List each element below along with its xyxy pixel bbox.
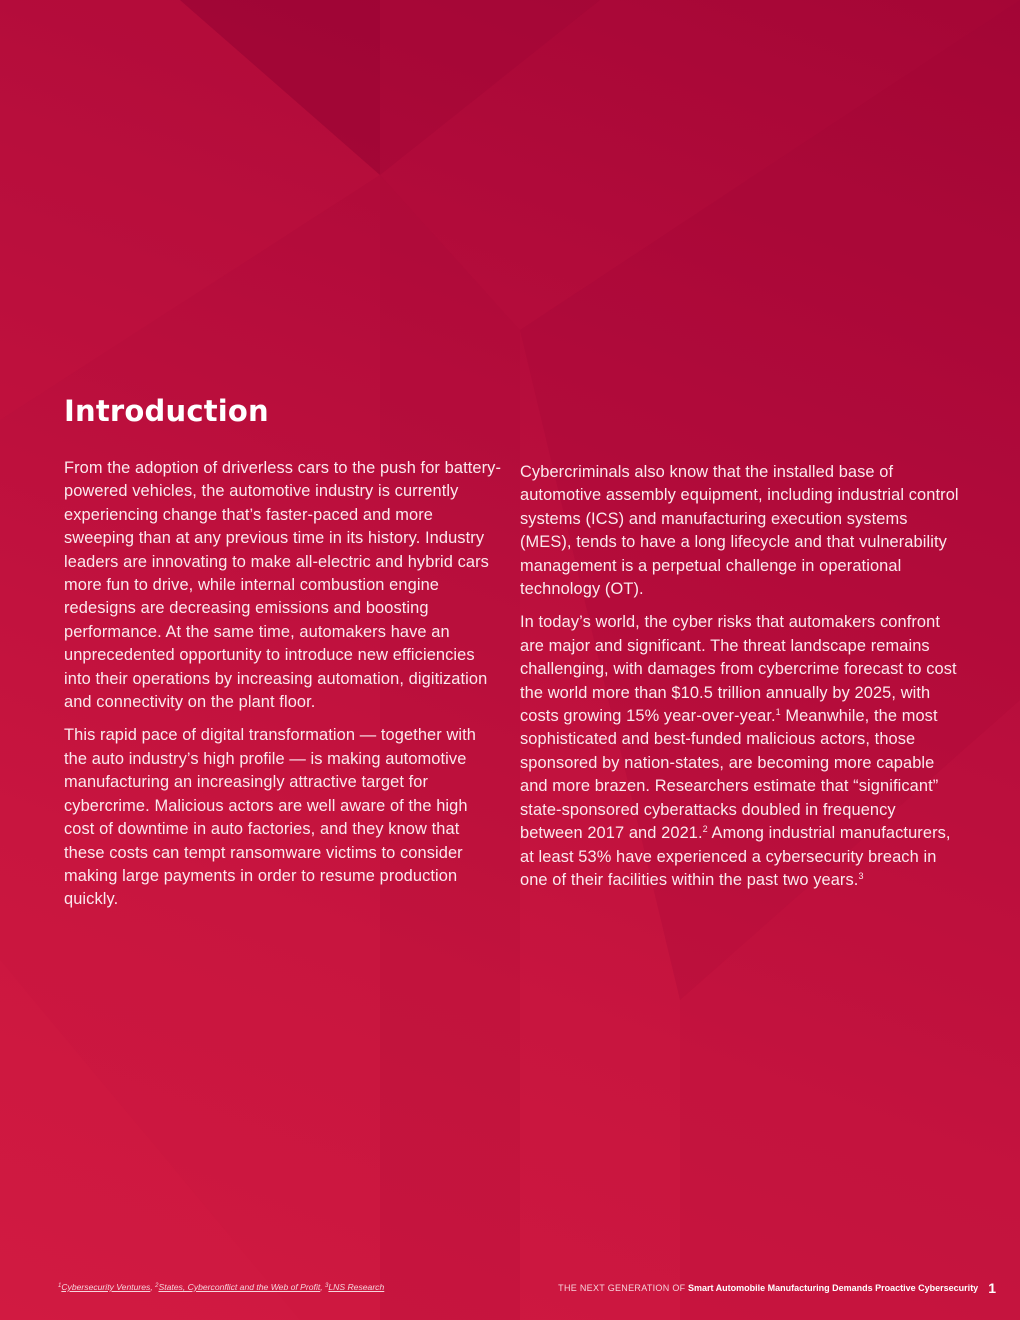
footnote-number: 1 <box>58 1283 62 1289</box>
footer-text <box>558 1283 978 1293</box>
paragraph-text: Meanwhile, the most sophisticated and best-funded malicious actors, those sponsored by nation-states, are becoming more capable and more brazen. Researchers estimate that “significant” state-sponsored cyberattacks doubled in frequency between 2017 and 2021. <box>520 707 939 843</box>
footnote-link[interactable]: States, Cyberconflict and the Web of Profit <box>158 1282 321 1292</box>
page-title: Introduction <box>64 394 269 428</box>
footnote-number: 3 <box>325 1283 329 1289</box>
footnotes <box>58 1282 384 1292</box>
footnote-link[interactable]: LNS Research <box>328 1282 385 1292</box>
body-paragraph: Cybercriminals also know that the installed base of automotive assembly equipment, including industrial control systems (ICS) and manufacturing execution systems (MES), tends to have a long lifecycle and that vulnerability management is a perpetual challenge in operational technology (OT). <box>520 463 959 599</box>
paragraph-text: In today’s world, the cyber risks that automakers confront are major and significant. The threat landscape remains challenging, with damages from cybercrime forecast to cost the world more than $10.5 trillion annually by 2025, with costs growing 15% year-over-year. <box>520 613 957 726</box>
footnote-ref: 1 <box>775 707 781 718</box>
page-number: 1 <box>988 1280 996 1296</box>
footnote-ref: 2 <box>702 824 708 835</box>
right-column <box>520 461 960 902</box>
paragraph-text: Among industrial manufacturers, at least 53% have experienced a cybersecurity breach in one of their facilities within the past two years. <box>520 824 951 889</box>
body-paragraph: This rapid pace of digital transformation — together with the auto industry’s high profile — is making automotive manufacturing an increasingly attractive target for cybercrime. Malicious actors are well aware of the high cost of downtime in auto factories, and they know that these costs can tempt ransomware victims to consider making large payments in order to resume production quickly. <box>64 726 477 909</box>
footnote-ref: 3 <box>858 870 864 881</box>
body-paragraph: From the adoption of driverless cars to the push for battery-powered vehicles, the automotive industry is currently experiencing change that’s faster-paced and more sweeping than at any previous time in its history. Industry leaders are innovating to make all-electric and hybrid cars more fun to drive, while internal combustion engine redesigns are decreasing emissions and boosting performance. At the same time, automakers have an unprecedented opportunity to introduce new efficiencies into their operations by increasing automation, digitization and connectivity on the plant floor. <box>64 459 502 712</box>
page-footer <box>558 1280 996 1296</box>
footnote-link[interactable]: Cybersecurity Ventures <box>61 1282 151 1292</box>
footer-doc-title: Smart Automobile Manufacturing Demands Proactive Cybersecurity <box>687 1283 979 1293</box>
left-column <box>64 457 502 922</box>
footer-prefix: THE NEXT GENERATION OF <box>558 1283 686 1293</box>
footnote-number: 2 <box>155 1283 159 1289</box>
body-paragraph <box>520 611 960 892</box>
footnote-separator: , <box>320 1282 326 1292</box>
footnote-separator: , <box>150 1282 156 1292</box>
